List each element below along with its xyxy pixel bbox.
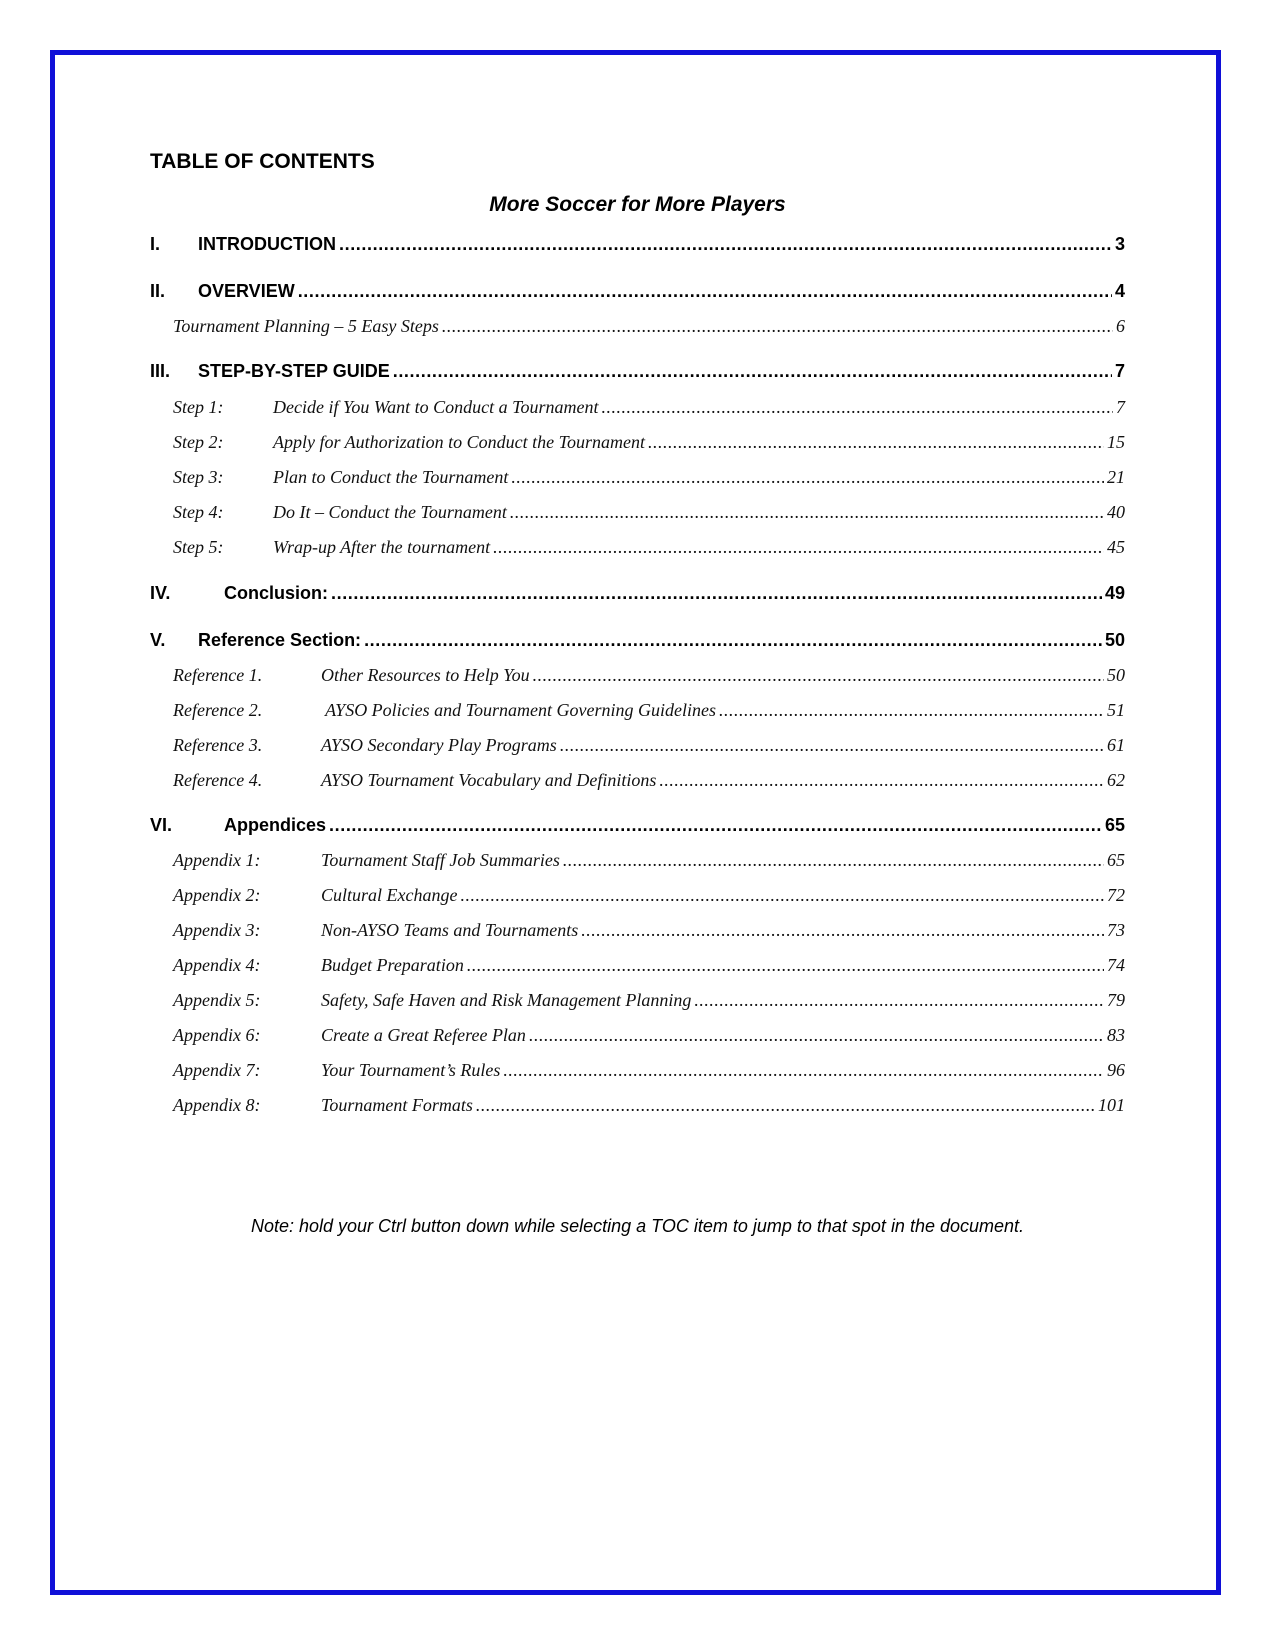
dot-leader bbox=[560, 735, 1104, 756]
toc-entry-page: 74 bbox=[1107, 955, 1125, 975]
toc-entry-page: 7 bbox=[1116, 397, 1125, 417]
toc-entry-page: 62 bbox=[1107, 770, 1125, 790]
dot-leader bbox=[719, 700, 1104, 721]
toc-entry-label: Appendix 6: bbox=[173, 1025, 261, 1045]
toc-entry-title: AYSO Secondary Play Programs bbox=[321, 735, 557, 755]
toc-entry-number: II. bbox=[150, 281, 166, 301]
toc-entry-appendix-5[interactable] bbox=[173, 990, 1125, 1011]
dot-leader bbox=[467, 955, 1104, 976]
dot-leader bbox=[529, 1025, 1104, 1046]
toc-entry-page: 73 bbox=[1107, 920, 1125, 940]
toc-entry-reference-section[interactable] bbox=[150, 630, 1125, 651]
toc-entry-step-3[interactable] bbox=[173, 467, 1125, 488]
toc-entry-title: Decide if You Want to Conduct a Tournament bbox=[273, 397, 599, 417]
toc-entry-title: AYSO Tournament Vocabulary and Definitions bbox=[321, 770, 657, 790]
toc-entry-number: V. bbox=[150, 630, 166, 650]
toc-entry-title: Wrap-up After the tournament bbox=[273, 537, 491, 557]
toc-entry-overview[interactable] bbox=[150, 281, 1125, 302]
toc-entry-step-4[interactable] bbox=[173, 502, 1125, 523]
toc-entry-page: 6 bbox=[1116, 316, 1125, 336]
toc-entry-page: 72 bbox=[1107, 885, 1125, 905]
toc-entry-page: 61 bbox=[1107, 735, 1125, 755]
toc-entry-page: 65 bbox=[1104, 815, 1125, 835]
toc-entry-reference-3[interactable] bbox=[173, 735, 1125, 756]
toc-entry-page: 50 bbox=[1107, 665, 1125, 685]
toc-entry-title: Appendices bbox=[224, 815, 327, 835]
dot-leader bbox=[511, 467, 1104, 488]
dot-leader bbox=[364, 630, 1102, 651]
toc-entry-title: Plan to Conduct the Tournament bbox=[273, 467, 509, 487]
toc-entry-title: Reference Section: bbox=[198, 630, 362, 650]
toc-entry-page: 4 bbox=[1114, 281, 1125, 301]
toc-entry-title: Apply for Authorization to Conduct the Tournament bbox=[273, 432, 646, 452]
toc-entry-appendices[interactable] bbox=[150, 815, 1125, 836]
toc-entry-title: Non-AYSO Teams and Tournaments bbox=[321, 920, 579, 940]
dot-leader bbox=[476, 1095, 1095, 1116]
dot-leader bbox=[393, 361, 1112, 382]
dot-leader bbox=[331, 583, 1102, 604]
dot-leader bbox=[493, 537, 1104, 558]
toc-entry-reference-2[interactable] bbox=[173, 700, 1125, 721]
toc-entry-label: Reference 3. bbox=[173, 735, 263, 755]
toc-entry-label: Appendix 1: bbox=[173, 850, 261, 870]
toc-entry-label: Appendix 7: bbox=[173, 1060, 261, 1080]
toc-entry-label: Step 1: bbox=[173, 397, 224, 417]
toc-entry-appendix-8[interactable] bbox=[173, 1095, 1125, 1116]
toc-entry-appendix-3[interactable] bbox=[173, 920, 1125, 941]
toc-entry-page: 7 bbox=[1114, 361, 1125, 381]
toc-entry-page: 40 bbox=[1107, 502, 1125, 522]
toc-entry-title: AYSO Policies and Tournament Governing Guidelines bbox=[321, 700, 716, 720]
toc-entry-title: Other Resources to Help You bbox=[321, 665, 530, 685]
toc-entry-appendix-7[interactable] bbox=[173, 1060, 1125, 1081]
dot-leader bbox=[503, 1060, 1104, 1081]
toc-entry-label: Step 5: bbox=[173, 537, 224, 557]
dot-leader bbox=[602, 397, 1113, 418]
document-subtitle: More Soccer for More Players bbox=[489, 193, 786, 216]
dot-leader bbox=[442, 316, 1113, 337]
toc-entry-step-1[interactable] bbox=[173, 397, 1125, 418]
toc-entry-page: 45 bbox=[1107, 537, 1125, 557]
toc-entry-page: 101 bbox=[1098, 1095, 1125, 1115]
toc-entry-label: Appendix 8: bbox=[173, 1095, 261, 1115]
ctrl-click-note: Note: hold your Ctrl button down while selecting a TOC item to jump to that spot in the document. bbox=[250, 1216, 1025, 1236]
toc-entry-label: Appendix 2: bbox=[173, 885, 261, 905]
toc-entry-page: 3 bbox=[1114, 234, 1125, 254]
toc-entry-label: Reference 4. bbox=[173, 770, 263, 790]
toc-entry-page: 96 bbox=[1107, 1060, 1125, 1080]
toc-entry-appendix-6[interactable] bbox=[173, 1025, 1125, 1046]
toc-entry-title: Conclusion: bbox=[224, 583, 328, 603]
toc-entry-title: Tournament Formats bbox=[321, 1095, 473, 1115]
toc-entry-title: Tournament Planning – 5 Easy Steps bbox=[173, 316, 439, 336]
toc-entry-title: Cultural Exchange bbox=[321, 885, 458, 905]
toc-entry-label: Reference 1. bbox=[173, 665, 263, 685]
dot-leader bbox=[563, 850, 1104, 871]
toc-entry-step-5[interactable] bbox=[173, 537, 1125, 558]
dot-leader bbox=[694, 990, 1104, 1011]
toc-entry-page: 83 bbox=[1107, 1025, 1125, 1045]
toc-entry-title: Tournament Staff Job Summaries bbox=[321, 850, 560, 870]
toc-entry-title: Budget Preparation bbox=[321, 955, 464, 975]
toc-entry-appendix-1[interactable] bbox=[173, 850, 1125, 871]
toc-entry-label: Step 4: bbox=[173, 502, 224, 522]
toc-entry-appendix-4[interactable] bbox=[173, 955, 1125, 976]
toc-entry-title: STEP-BY-STEP GUIDE bbox=[198, 361, 390, 381]
toc-entry-title: Your Tournament’s Rules bbox=[321, 1060, 501, 1080]
toc-heading: TABLE OF CONTENTS bbox=[150, 150, 375, 173]
toc-entry-title: OVERVIEW bbox=[198, 281, 295, 301]
toc-entry-title: Create a Great Referee Plan bbox=[321, 1025, 526, 1045]
toc-entry-step-2[interactable] bbox=[173, 432, 1125, 453]
dot-leader bbox=[339, 234, 1112, 255]
toc-entry-title: Do It – Conduct the Tournament bbox=[273, 502, 507, 522]
toc-entry-page: 50 bbox=[1104, 630, 1125, 650]
toc-entry-label: Step 2: bbox=[173, 432, 224, 452]
toc-entry-number: IV. bbox=[150, 583, 171, 603]
toc-entry-page: 65 bbox=[1107, 850, 1125, 870]
toc-entry-reference-1[interactable] bbox=[173, 665, 1125, 686]
dot-leader bbox=[460, 885, 1104, 906]
toc-entry-conclusion[interactable] bbox=[150, 583, 1125, 604]
toc-entry-step-by-step-guide[interactable] bbox=[150, 361, 1125, 382]
toc-entry-page: 49 bbox=[1104, 583, 1125, 603]
toc-entry-label: Appendix 3: bbox=[173, 920, 261, 940]
dot-leader bbox=[533, 665, 1104, 686]
toc-entry-title: Safety, Safe Haven and Risk Management Planning bbox=[321, 990, 692, 1010]
toc-entry-page: 21 bbox=[1107, 467, 1125, 487]
toc-entry-page: 51 bbox=[1107, 700, 1125, 720]
dot-leader bbox=[329, 815, 1102, 836]
toc-entry-label: Reference 2. bbox=[173, 700, 263, 720]
dot-leader bbox=[298, 281, 1112, 302]
toc-entry-page: 79 bbox=[1107, 990, 1125, 1010]
toc-entry-number: I. bbox=[150, 234, 161, 254]
toc-entry-label: Step 3: bbox=[173, 467, 224, 487]
toc-entry-number: VI. bbox=[150, 815, 173, 835]
toc-entry-reference-4[interactable] bbox=[173, 770, 1125, 791]
dot-leader bbox=[581, 920, 1104, 941]
dot-leader bbox=[648, 432, 1104, 453]
toc-entry-label: Appendix 5: bbox=[173, 990, 261, 1010]
dot-leader bbox=[659, 770, 1104, 791]
toc-entry-appendix-2[interactable] bbox=[173, 885, 1125, 906]
toc-entry-title: INTRODUCTION bbox=[198, 234, 336, 254]
toc-entry-number: III. bbox=[150, 361, 171, 381]
toc-entry-tournament-planning[interactable] bbox=[173, 316, 1125, 337]
toc-entry-introduction[interactable] bbox=[150, 234, 1125, 255]
dot-leader bbox=[510, 502, 1104, 523]
toc-entry-page: 15 bbox=[1107, 432, 1125, 452]
toc-entry-label: Appendix 4: bbox=[173, 955, 261, 975]
